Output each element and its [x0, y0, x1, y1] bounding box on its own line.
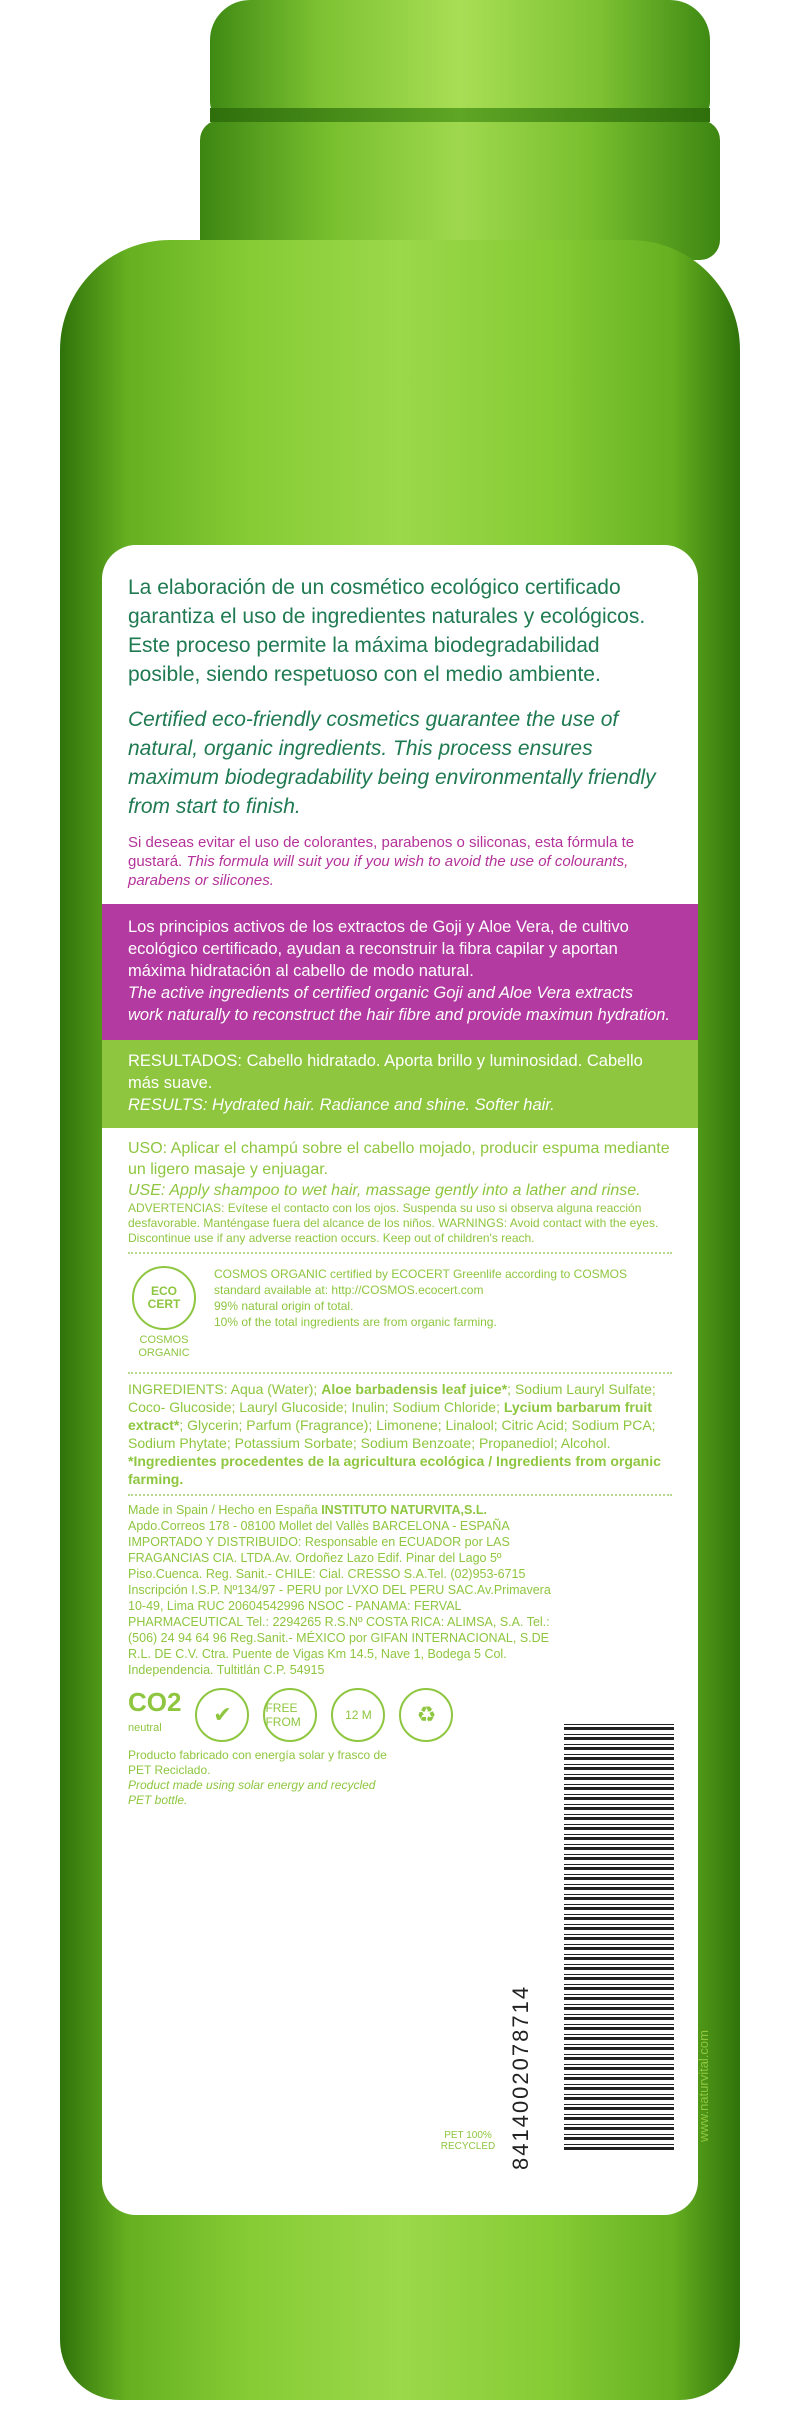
results-spanish: RESULTADOS: Cabello hidratado. Aporta brillo y luminosidad. Cabello más suave. [128, 1052, 643, 1092]
divider [128, 1494, 672, 1496]
co2-text: CO2 [128, 1687, 182, 1717]
results-band [102, 1040, 698, 1128]
results-english: RESULTS: Hydrated hair. Radiance and shine. Softer hair. [128, 1096, 555, 1114]
natural-origin: 99% natural origin of total. [214, 1299, 354, 1313]
cosmos-organic-logo [128, 1266, 200, 1360]
avoid-english: This formula will suit you if you wish to avoid the use of colourants, parabens or silicones. [128, 853, 629, 889]
ingredients-part: ; Glycerin; Parfum (Fragrance); Limonene; Linalool; Citric Acid; Sodium PCA; Sodium Phytate; Potassium Sorbate; Sodium Benzoate; Propanediol; Alcohol. [128, 1417, 656, 1451]
certification-text [214, 1266, 672, 1330]
intro-english: Certified eco-friendly cosmetics guarantee the use of natural, organic ingredients. This process ensures maximum biodegradability being environmentally friendly from start to finish. [128, 708, 656, 818]
certification-block [102, 1260, 698, 1366]
intro-spanish: La elaboración de un cosmético ecológico certificado garantiza el uso de ingredientes naturales y ecológicos. Este proceso permite la máxima biodegradabilidad posible, siendo respetuoso con el medio ambiente. [128, 576, 646, 686]
cap-rim [210, 108, 710, 122]
pao-icon: 12 M [331, 1688, 385, 1742]
bottle-cap [210, 0, 710, 120]
usage-text [102, 1138, 698, 1201]
solar-english: Product made using solar energy and recycled PET bottle. [128, 1778, 376, 1807]
co2-neutral-icon [128, 1689, 181, 1741]
made-in: Made in Spain / Hecho en España [128, 1503, 322, 1517]
active-english: The active ingredients of certified organic Goji and Aloe Vera extracts work naturally to reconstruct the hair fibre and provide maximun hydration. [128, 984, 671, 1024]
manufacturer-name: INSTITUTO NATURVITA,S.L. [321, 1503, 487, 1517]
ingredients-part: ; Sodium Lauryl Sulfate; Coco- Glucoside; Lauryl Glucoside; Inulin; Sodium Chloride; [128, 1381, 656, 1415]
website-url: www.naturvital.com [696, 2030, 711, 2142]
ingredients-part: INGREDIENTS: Aqua (Water); [128, 1381, 322, 1397]
manufacturer-info [102, 1502, 584, 1678]
organic-percentage: 10% of the total ingredients are from organic farming. [214, 1315, 497, 1329]
barcode [564, 1720, 674, 2150]
divider [128, 1372, 672, 1374]
recycle-icon: ♻ [399, 1688, 453, 1742]
pet-recycled-icon: PET 100% RECYCLED [440, 2130, 496, 2152]
free-from-icon: FREE FROM [263, 1688, 317, 1742]
co2-sub: neutral [128, 1722, 162, 1734]
divider [128, 1252, 672, 1254]
bottle-neck [200, 120, 720, 260]
active-spanish: Los principios activos de los extractos de Goji y Aloe Vera, de cultivo ecológico certificado, ayudan a reconstruir la fibra capilar y aportan máxima hidratación al cabello de modo natural. [128, 918, 629, 980]
ingredient-aloe: Aloe barbadensis leaf juice* [321, 1381, 508, 1397]
barcode-number: 8414002078714 [508, 1984, 533, 2170]
cosmos-label: COSMOS ORGANIC [138, 1334, 190, 1359]
avoid-spanish: Si deseas evitar el uso de colorantes, parabenos o siliconas, esta fórmula te gustará. [128, 834, 635, 870]
avoid-text [102, 833, 698, 890]
solar-text [102, 1746, 414, 1810]
organic-note: *Ingredientes procedentes de la agricultura ecológica / Ingredients from organic farming. [128, 1453, 661, 1487]
use-english: USE: Apply shampoo to wet hair, massage gently into a lather and rinse. [128, 1182, 641, 1199]
use-spanish: USO: Aplicar el champú sobre el cabello mojado, producir espuma mediante un ligero masaje y enjuagar. [128, 1140, 670, 1178]
solar-spanish: Producto fabricado con energía solar y frasco de PET Reciclado. [128, 1748, 387, 1777]
distributors: Apdo.Correos 178 - 08100 Mollet del Vallès BARCELONA - ESPAÑA IMPORTADO Y DISTRIBUIDO: Responsable en ECUADOR por LAS FRAGANCIAS CIA. LTDA.Av. Ordoñez Lazo Edif. Pinar del Lago 5º Piso.Cuenca. Reg. Sanit.- CHILE: Cial. CRESSO S.A.Tel. (02)953-6715 Inscripción I.S.P. Nº134/97 - PERU por LVXO DEL PERU SAC.Av.Primavera 10-49, Lima RUC 20604542996 NSOC - PANAMA: FERVAL PHARMACEUTICAL Tel.: 2294265 R.S.Nº COSTA RICA: ALIMSA, S.A. Tel.: (506) 24 94 64 96 Reg.Sanit.- MÉXICO por GIFAN INTERNACIONAL, S.DE R.L. DE C.V. Ctra. Puente de Vigas Km 14.5, Nave 1, Bodega 5 Col. Independencia. Tultitlán C.P. 54915 [128, 1519, 551, 1677]
cert-statement: COSMOS ORGANIC certified by ECOCERT Greenlife according to COSMOS standard available at: http://COSMOS.ecocert.com [214, 1267, 628, 1297]
vegan-icon: ✔ [195, 1688, 249, 1742]
warnings-text: ADVERTENCIAS: Evítese el contacto con los ojos. Suspenda su uso si observa alguna reacción desfavorable. Manténgase fuera del alcance de los niños. WARNINGS: Avoid contact with the eyes. Discontinue use if any adverse reaction occurs. Keep out of children's reach. [128, 1201, 659, 1245]
ingredients-list [102, 1380, 698, 1488]
ecocert-logo-icon: ECO CERT [132, 1266, 196, 1330]
active-ingredients-band [102, 904, 698, 1040]
ingredient-goji: Lycium barbarum fruit extract* [128, 1399, 652, 1433]
